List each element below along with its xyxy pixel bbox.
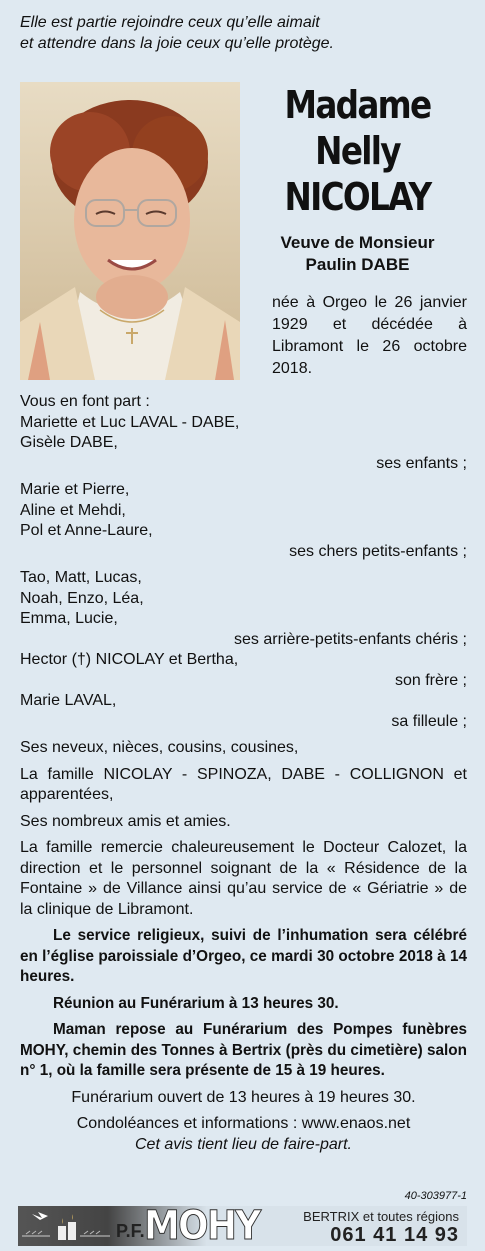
deceased-name xyxy=(250,82,465,220)
condolences-info: Condoléances et informations : www.enaos.net xyxy=(76,1115,411,1132)
family-role: sa filleule ; xyxy=(391,712,467,730)
pf-label: P.F. xyxy=(116,1221,145,1241)
notice-line: Cet avis tient lieu de faire-part. xyxy=(135,1135,352,1153)
family-member: Mariette et Luc LAVAL - DABE, xyxy=(20,413,240,431)
funeral-home-logo xyxy=(18,1206,128,1246)
family-member: Pol et Anne-Laure, xyxy=(20,522,153,539)
family-role: son frère ; xyxy=(394,671,467,689)
portrait-photo xyxy=(20,82,240,380)
relatives-line: Ses neveux, nièces, cousins, cousines, xyxy=(20,739,299,756)
family-member: Gisèle DABE, xyxy=(20,434,118,451)
family-member: Marie et Pierre, xyxy=(20,481,130,498)
name-line: NICOLAY xyxy=(284,175,431,219)
service-region: BERTRIX et toutes régions xyxy=(303,1209,459,1224)
announcement-body xyxy=(20,392,467,1155)
intro-line: Vous en font part : xyxy=(20,393,150,410)
widow-of xyxy=(250,232,465,276)
epigraph-line: Elle est partie rejoindre ceux qu’elle aimait xyxy=(20,14,320,31)
friends-line: Ses nombreux amis et amies. xyxy=(20,812,231,830)
phone-number: 061 41 14 93 xyxy=(330,1224,459,1246)
funerarium-hours: Funérarium ouvert de 13 heures à 19 heures 30. xyxy=(71,1088,416,1106)
funeral-service: Le service religieux, suivi de l’inhumation sera célébré en l’église paroissiale d’Orgeo, ce mardi 30 octobre 2018 à 14 heures. xyxy=(20,927,467,985)
funeral-home-banner xyxy=(18,1203,467,1249)
family-role: ses chers petits-enfants ; xyxy=(289,542,467,560)
family-role: ses enfants ; xyxy=(376,454,467,472)
epigraph xyxy=(20,12,470,54)
family-member: Aline et Mehdi, xyxy=(20,501,126,519)
birth-death-info: née à Orgeo le 26 janvier 1929 et décédée à Libramont le 26 octobre 2018. xyxy=(272,294,467,377)
name-line: Nelly xyxy=(315,129,400,173)
thanks-paragraph: La famille remercie chaleureusement le Docteur Calozet, la direction et le personnel soignant de la « Résidence de la Fontaine » de Villance ainsi qu’au service de « Gériatrie » de la clinique de Libramont. xyxy=(20,839,467,918)
repose-info: Maman repose au Funérarium des Pompes funèbres MOHY, chemin des Tonnes à Bertrix (près du cimetière) salon n° 1, où la famille sera présente de 15 à 19 heures. xyxy=(20,1021,467,1079)
family-member: Marie LAVAL, xyxy=(20,692,117,709)
reunion-info: Réunion au Funérarium à 13 heures 30. xyxy=(53,994,339,1012)
epigraph-line: et attendre dans la joie ceux qu’elle protège. xyxy=(20,35,334,52)
reference-number: 40-303977-1 xyxy=(404,1190,467,1202)
family-member: Noah, Enzo, Léa, xyxy=(20,589,144,607)
family-member: Emma, Lucie, xyxy=(20,610,118,627)
family-names-line: La famille NICOLAY - SPINOZA, DABE - COLLIGNON et apparentées, xyxy=(20,765,467,803)
family-role: ses arrière-petits-enfants chéris ; xyxy=(234,630,467,648)
widow-of-line: Paulin DABE xyxy=(305,255,410,274)
family-member: Tao, Matt, Lucas, xyxy=(20,569,142,586)
funeral-home-name: MOHY xyxy=(144,1203,260,1249)
name-line: Madame xyxy=(284,83,431,127)
dove-candle-icon xyxy=(18,1206,118,1246)
widow-of-line: Veuve de Monsieur xyxy=(280,233,435,252)
family-member: Hector (†) NICOLAY et Bertha, xyxy=(20,651,239,668)
